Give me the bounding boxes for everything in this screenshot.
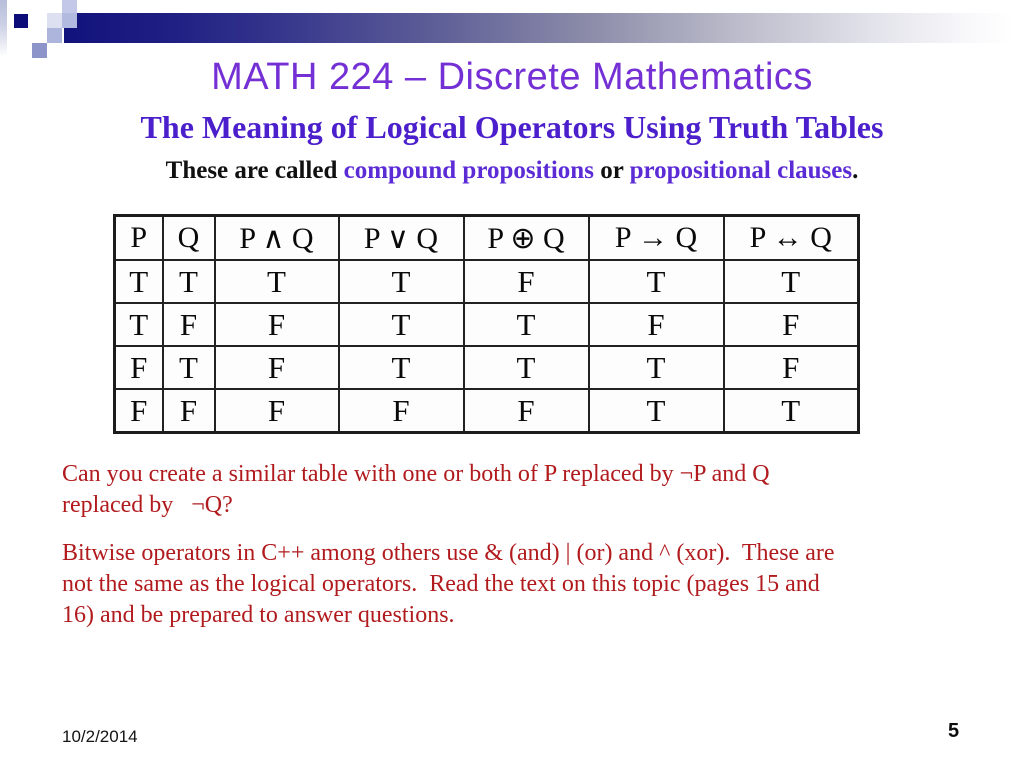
table-row	[115, 346, 859, 389]
header-gradient-bar	[64, 13, 1014, 43]
cell: F	[464, 389, 589, 433]
table-row	[115, 389, 859, 433]
cell: T	[339, 303, 464, 346]
cell: T	[163, 346, 215, 389]
cell: T	[339, 346, 464, 389]
header-p-and-q: P ∧ Q	[215, 216, 339, 261]
deco-square-mid	[47, 28, 62, 43]
note-question	[62, 459, 770, 521]
cell: T	[464, 346, 589, 389]
cell: T	[724, 260, 859, 303]
header-p-iff-q: P ↔ Q	[724, 216, 859, 261]
cell: T	[724, 389, 859, 433]
left-edge-gradient-strip	[0, 0, 7, 57]
deco-square-top	[62, 0, 77, 13]
intro-term-propositional-clauses: propositional clauses	[629, 157, 853, 184]
cell: F	[724, 346, 859, 389]
cell: T	[589, 389, 724, 433]
deco-square-light	[47, 13, 62, 28]
cell: F	[215, 346, 339, 389]
cell: F	[163, 389, 215, 433]
cell: T	[115, 303, 163, 346]
header-p-xor-q: P ⊕ Q	[464, 216, 589, 261]
cell: F	[724, 303, 859, 346]
table-row	[115, 303, 859, 346]
header-p: P	[115, 216, 163, 261]
intro-prefix: These are called	[165, 157, 344, 184]
cell: F	[115, 346, 163, 389]
cell: F	[163, 303, 215, 346]
note-bitwise-line-3: 16) and be prepared to answer questions.	[62, 602, 455, 628]
page-number: 5	[948, 720, 960, 742]
header-p-implies-q: P → Q	[589, 216, 724, 261]
note-bitwise-line-1: Bitwise operators in C++ among others use & (and) | (or) and ^ (xor). These are	[62, 540, 835, 566]
cell: T	[339, 260, 464, 303]
cell: T	[589, 260, 724, 303]
intro-sentence	[0, 157, 1024, 185]
note-bitwise	[62, 538, 835, 631]
note-question-line-2: replaced by ¬Q?	[62, 492, 233, 518]
cell: T	[115, 260, 163, 303]
deco-square-navy	[14, 14, 28, 28]
truth-table	[113, 214, 860, 434]
header-q: Q	[163, 216, 215, 261]
truth-table-header-row	[115, 216, 859, 261]
cell: T	[215, 260, 339, 303]
deco-square-lavender	[62, 13, 77, 28]
note-bitwise-line-2: not the same as the logical operators. Read the text on this topic (pages 15 and	[62, 571, 820, 597]
slide-subtitle: The Meaning of Logical Operators Using Truth Tables	[140, 109, 884, 145]
cell: F	[115, 389, 163, 433]
intro-middle: or	[593, 157, 630, 184]
cell: F	[464, 260, 589, 303]
footer-date: 10/2/2014	[62, 727, 138, 746]
cell: T	[589, 346, 724, 389]
header-p-or-q: P ∨ Q	[339, 216, 464, 261]
intro-term-compound-propositions: compound propositions	[343, 157, 594, 184]
table-row	[115, 260, 859, 303]
intro-suffix: .	[852, 157, 859, 184]
cell: T	[163, 260, 215, 303]
cell: T	[464, 303, 589, 346]
slide-title: MATH 224 – Discrete Mathematics	[211, 56, 813, 98]
note-question-line-1: Can you create a similar table with one or both of P replaced by ¬P and Q	[62, 461, 770, 487]
cell: F	[589, 303, 724, 346]
cell: F	[215, 303, 339, 346]
cell: F	[215, 389, 339, 433]
cell: F	[339, 389, 464, 433]
